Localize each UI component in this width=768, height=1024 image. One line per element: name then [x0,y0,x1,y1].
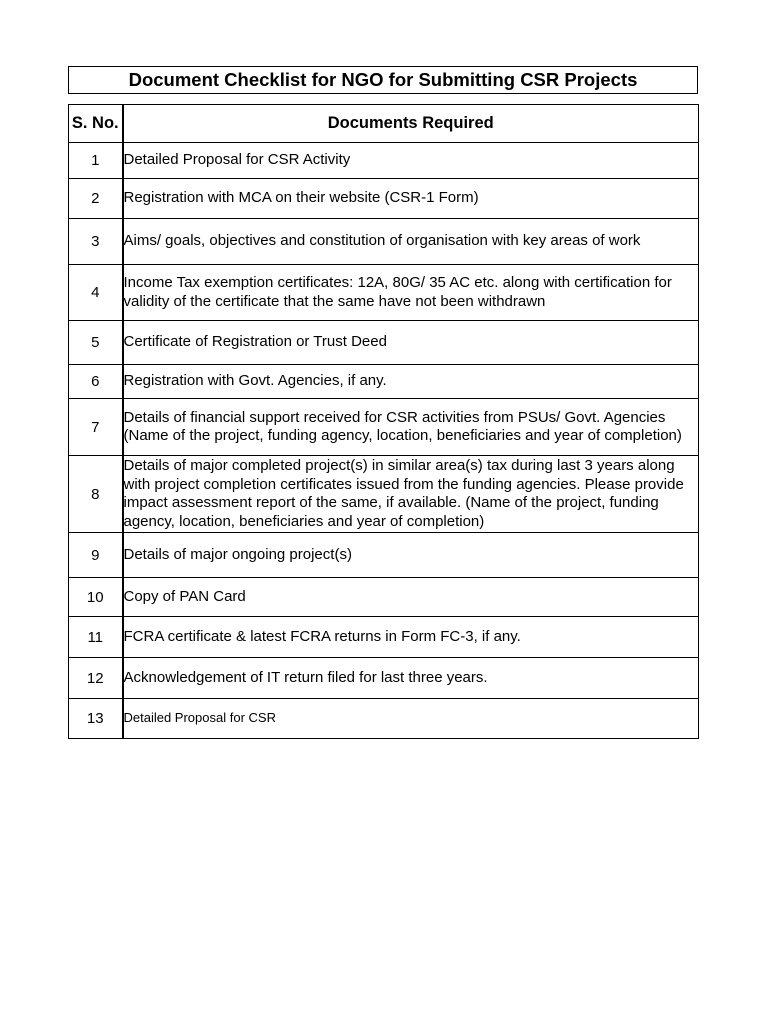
page-title: Document Checklist for NGO for Submitting CSR Projects [68,66,698,94]
table-row [69,265,699,321]
row-number: 11 [69,617,123,658]
row-document: Acknowledgement of IT return filed for last three years. [123,658,699,699]
row-document: Details of major completed project(s) in similar area(s) tax during last 3 years along with project completion certificates issued from the funding agencies. Please provide impact assessment report of the same, if available. (Name of the project, funding agency, location, beneficiaries and year of completion) [123,456,699,533]
row-number: 4 [69,265,123,321]
header-sno: S. No. [69,105,123,143]
table-row [69,365,699,399]
row-number: 2 [69,179,123,219]
row-document: Detailed Proposal for CSR Activity [123,143,699,179]
row-document: Detailed Proposal for CSR [123,699,699,739]
header-documents-required: Documents Required [123,105,699,143]
row-document: Registration with MCA on their website (CSR-1 Form) [123,179,699,219]
row-document: Registration with Govt. Agencies, if any. [123,365,699,399]
table-row [69,617,699,658]
table-row [69,658,699,699]
row-document: Certificate of Registration or Trust Deed [123,321,699,365]
row-number: 13 [69,699,123,739]
table-row [69,699,699,739]
table-row [69,219,699,265]
row-number: 6 [69,365,123,399]
row-number: 10 [69,578,123,617]
row-document: Aims/ goals, objectives and constitution of organisation with key areas of work [123,219,699,265]
table-row [69,143,699,179]
document-checklist-table [68,104,699,739]
row-document: Details of major ongoing project(s) [123,533,699,578]
row-number: 9 [69,533,123,578]
row-document: Income Tax exemption certificates: 12A, 80G/ 35 AC etc. along with certification for validity of the certificate that the same have not been withdrawn [123,265,699,321]
row-number: 7 [69,399,123,456]
table-row [69,533,699,578]
row-document: Details of financial support received for CSR activities from PSUs/ Govt. Agencies (Name of the project, funding agency, location, beneficiaries and year of completion) [123,399,699,456]
row-number: 12 [69,658,123,699]
row-number: 3 [69,219,123,265]
row-number: 8 [69,456,123,533]
table-row [69,578,699,617]
table-row [69,456,699,533]
row-number: 1 [69,143,123,179]
table-row [69,399,699,456]
row-document: FCRA certificate & latest FCRA returns in Form FC-3, if any. [123,617,699,658]
table-row [69,179,699,219]
row-number: 5 [69,321,123,365]
row-document: Copy of PAN Card [123,578,699,617]
table-header-row [69,105,699,143]
table-row [69,321,699,365]
